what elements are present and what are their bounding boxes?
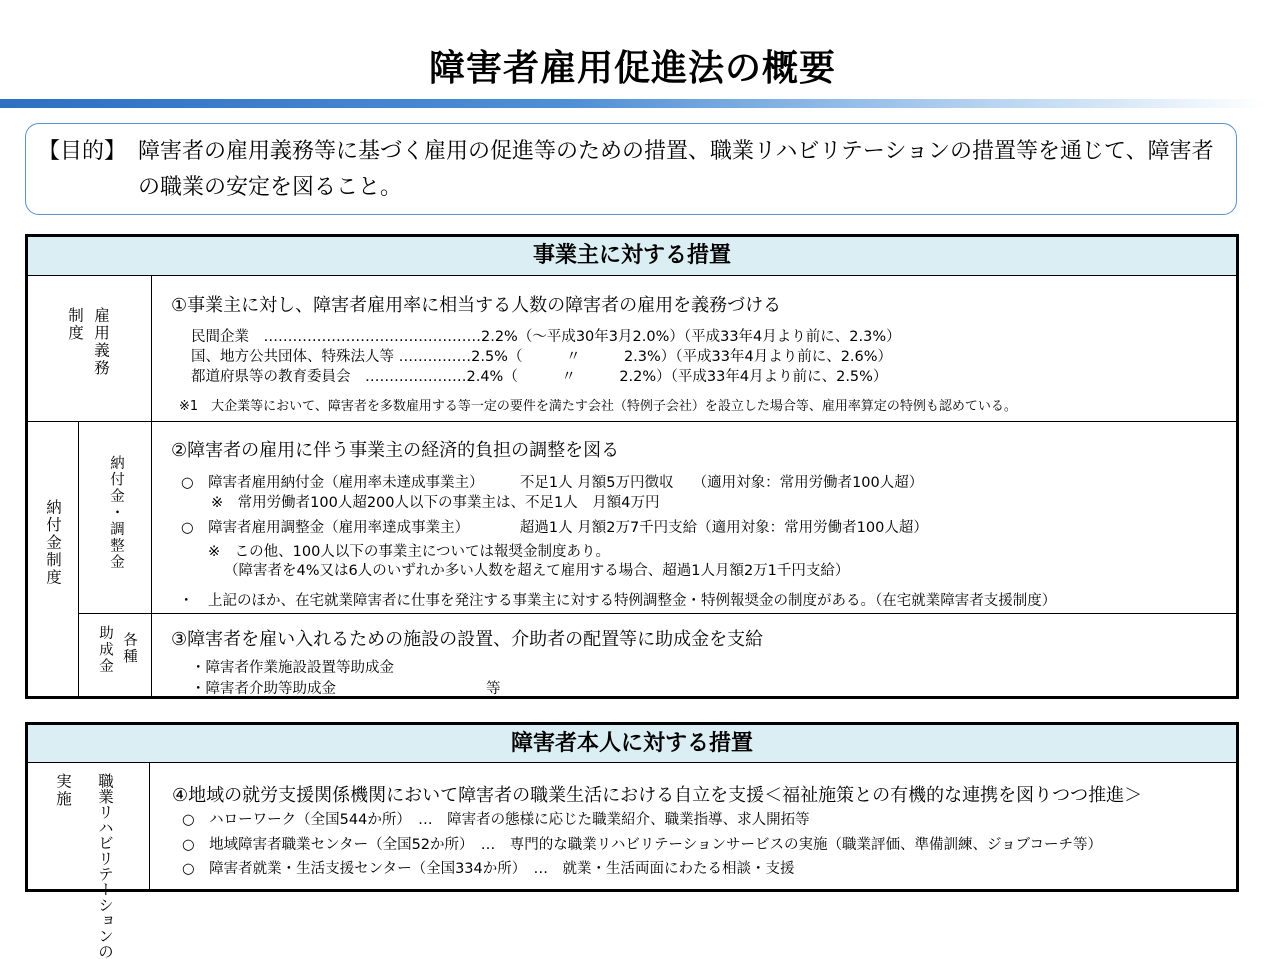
row-divider-subsidy	[79, 613, 1236, 614]
subsidy-heading: ③障害者を雇い入れるための施設の設置、介助者の配置等に助成金を支給	[171, 629, 764, 650]
purpose-box	[25, 123, 1237, 215]
levy-label: 納付金・調整金	[108, 455, 124, 571]
person-measures-box	[25, 722, 1239, 959]
row-divider-quota	[28, 421, 1236, 422]
levy-label-divider	[78, 422, 79, 699]
purpose-text: 障害者の雇用義務等に基づく雇用の促進等のための措置、職業リハビリテーションの措置等を通じて、障害者の職業の安定を図ること。	[138, 139, 1214, 200]
subsidy-item-1: ・障害者作業施設設置等助成金	[191, 660, 394, 676]
page-title: 障害者雇用促進法の概要	[428, 48, 836, 89]
title-underline	[0, 99, 1265, 108]
levy-line-2: ※ 常用労働者100人超200人以下の事業主は、不足1人 月額4万円	[211, 495, 660, 511]
rehab-item-hellowork: ○ ハローワーク（全国544か所） … 障害者の態様に応じた職業紹介、職業指導、求人開拓等	[182, 812, 810, 828]
levy-heading: ②障害者の雇用に伴う事業主の経済的負担の調整を図る	[171, 440, 620, 461]
rehab-item-support: ○ 障害者就業・生活支援センター（全国334か所） … 就業・生活両面にわたる相談・支援	[182, 861, 795, 877]
quota-label-koyougimu: 雇用義務	[92, 307, 110, 377]
label-column-divider	[151, 276, 152, 699]
subsidy-label-joseikin: 助成金	[97, 625, 113, 675]
levy-line-6: ・ 上記のほか、在宅就業障害者に仕事を発注する事業主に対する特例調整金・特例報奨金の制度がある。（在宅就業障害者支援制度）	[179, 593, 1057, 609]
rehab-label-jisshi: 実施	[54, 773, 72, 808]
rehab-label: 職業リハビリテーションの	[96, 773, 114, 959]
person-label-divider	[149, 763, 150, 889]
rehab-heading: ④地域の就労支援関係機関において障害者の職業生活における自立を支援＜福祉施策との有機的な連携を図りつつ推進＞	[172, 785, 1143, 806]
subsidy-item-2: ・障害者介助等助成金	[191, 681, 336, 697]
levy-line-5: （障害者を4%又は6人のいずれか多い人数を超えて雇用する場合、超過1人月額2万1千円支給）	[224, 563, 850, 579]
subsidy-label-kakushu: 各種	[121, 632, 137, 665]
levy-line-1: ○ 障害者雇用納付金（雇用率未達成事業主） 不足1人 月額5万円徴収 （適用対象：常用労働者100人超）	[181, 475, 924, 491]
levy-outer-label: 納付金制度	[44, 499, 62, 587]
levy-line-3: ○ 障害者雇用調整金（雇用率達成事業主） 超過1人 月額2万7千円支給（適用対象：常用労働者100人超）	[181, 520, 928, 536]
employer-measures-header: 事業主に対する措置	[28, 237, 1236, 276]
subsidy-etc: 等	[486, 681, 501, 697]
quota-heading: ①事業主に対し、障害者雇用率に相当する人数の障害者の雇用を義務づける	[171, 295, 782, 316]
person-measures-header: 障害者本人に対する措置	[28, 725, 1236, 763]
quota-row-public: 国、地方公共団体、特殊法人等 ……………2.5%（ 〃 2.3%）（平成33年4月より前に、2.6%）	[191, 349, 893, 365]
purpose-label: 【目的】	[38, 139, 127, 164]
rehab-item-center: ○ 地域障害者職業センター（全国52か所） … 専門的な職業リハビリテーションサービスの実施（職業評価、準備訓練、ジョブコーチ等）	[182, 837, 1102, 853]
employer-measures-box	[25, 234, 1239, 699]
quota-label-seido: 制度	[66, 307, 84, 342]
levy-line-4: ※ この他、100人以下の事業主については報奨金制度あり。	[208, 544, 611, 560]
quota-row-private: 民間企業 ………………………………………2.2%（～平成30年3月2.0%）（平成33年4月より前に、2.3%）	[191, 329, 901, 345]
quota-note: ※1 大企業等において、障害者を多数雇用する等一定の要件を満たす会社（特例子会社）を設立した場合等、雇用率算定の特例も認めている。	[179, 399, 1017, 414]
quota-row-education: 都道府県等の教育委員会 …………………2.4%（ 〃 2.2%）（平成33年4月より前に、2.5%）	[191, 369, 888, 385]
